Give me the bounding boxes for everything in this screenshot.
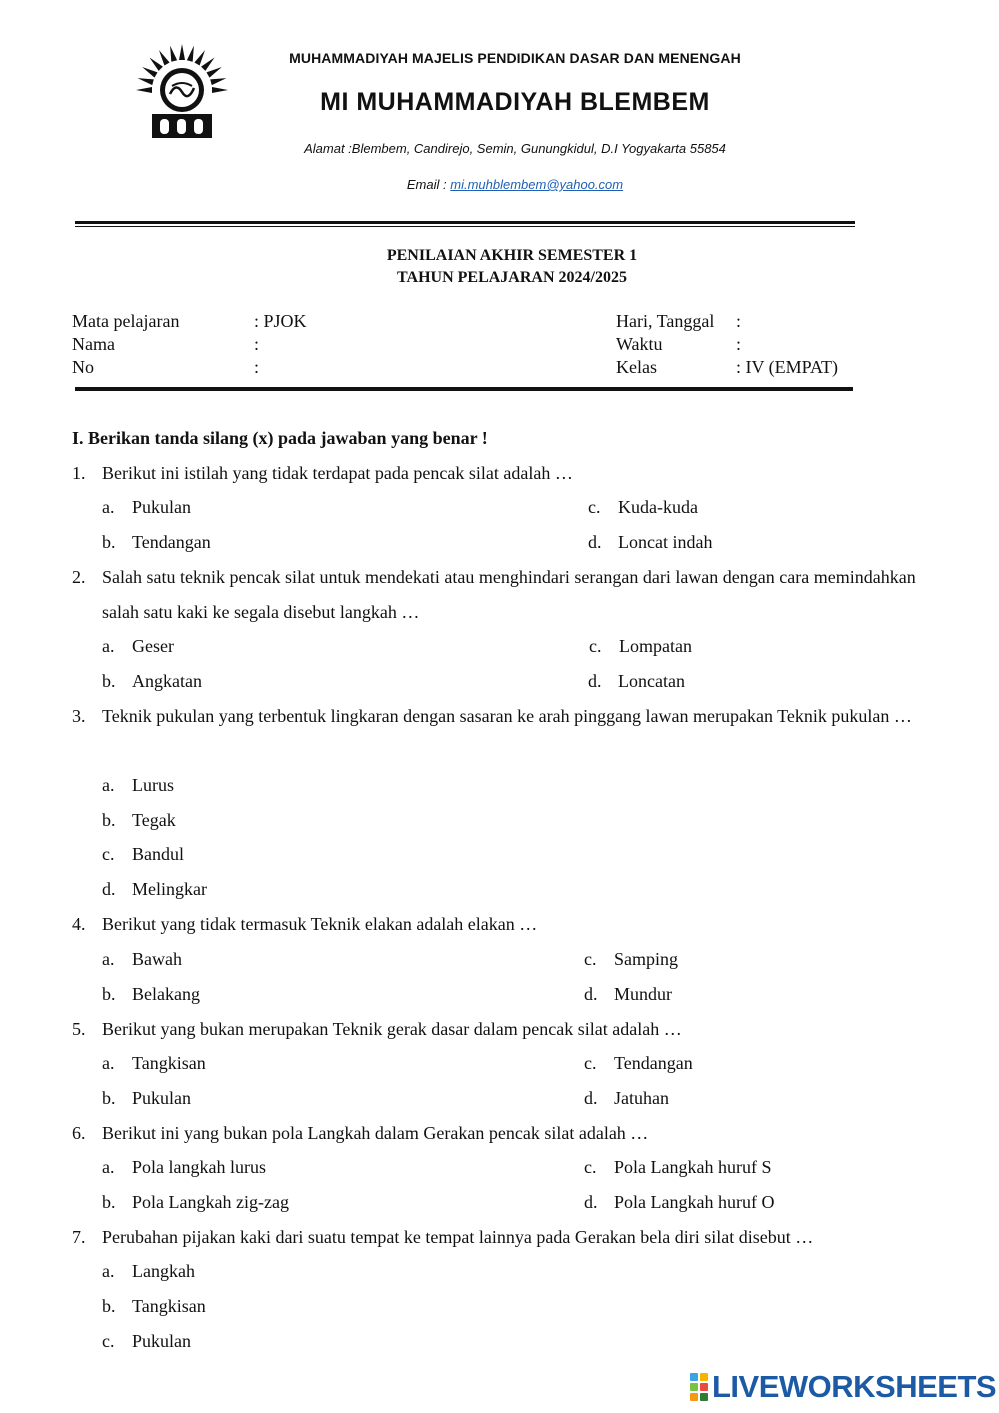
option-letter: a. [102, 497, 115, 517]
option-2d[interactable] [588, 671, 685, 692]
option-text: Samping [614, 949, 679, 969]
option-letter: c. [589, 636, 602, 656]
option-6d[interactable] [584, 1192, 774, 1213]
option-5c[interactable] [584, 1053, 693, 1074]
option-letter: d. [584, 1192, 598, 1212]
option-text: Geser [132, 636, 174, 656]
option-3d[interactable] [102, 879, 207, 900]
option-letter: c. [588, 497, 601, 517]
header-organization: MUHAMMADIYAH MAJELIS PENDIDIKAN DASAR DAN MENENGAH [289, 50, 741, 66]
subject-value: : PJOK [254, 311, 307, 331]
option-letter: b. [102, 984, 116, 1004]
option-2c[interactable] [589, 636, 692, 657]
option-text: Jatuhan [614, 1088, 669, 1108]
option-letter: d. [588, 671, 602, 691]
option-text: Pola Langkah huruf O [614, 1192, 775, 1212]
no-value: : [254, 357, 260, 377]
liveworksheets-watermark [690, 1370, 996, 1404]
option-1a[interactable] [102, 497, 191, 518]
option-2b[interactable] [102, 671, 202, 692]
option-letter: a. [102, 949, 115, 969]
option-text: Kuda-kuda [618, 497, 698, 517]
header-divider-thin [75, 226, 855, 227]
option-5b[interactable] [102, 1088, 191, 1109]
question-text: Berikut ini istilah yang tidak terdapat pada pencak silat adalah … [102, 463, 573, 483]
option-3c[interactable] [102, 844, 184, 865]
option-text: Loncat indah [618, 532, 713, 552]
option-letter: c. [584, 1053, 597, 1073]
option-4a[interactable] [102, 949, 182, 970]
exam-title: PENILAIAN AKHIR SEMESTER 1 [386, 247, 638, 264]
option-letter: c. [584, 949, 597, 969]
option-text: Lurus [132, 775, 174, 795]
option-letter: d. [102, 879, 116, 899]
option-7a[interactable] [102, 1261, 195, 1282]
option-2a[interactable] [102, 636, 174, 657]
time-value: : [736, 334, 742, 354]
option-text: Pola Langkah zig-zag [132, 1192, 289, 1212]
question-text: Berikut yang bukan merupakan Teknik gerak dasar dalam pencak silat adalah … [102, 1019, 682, 1039]
option-text: Loncatan [618, 671, 685, 691]
question-number: 4. [72, 914, 86, 934]
no-label: No [72, 357, 94, 377]
option-text: Pukulan [132, 1088, 192, 1108]
option-letter: a. [102, 775, 115, 795]
question-number: 3. [72, 706, 86, 726]
email-label: Email : [406, 177, 451, 192]
liveworksheets-text: LIVEWORKSHEETS [712, 1369, 997, 1404]
name-label: Nama [72, 334, 115, 354]
time-label: Waktu [616, 334, 663, 354]
option-text: Pukulan [132, 1331, 192, 1351]
option-text: Belakang [132, 984, 200, 1004]
question-text: Berikut ini yang bukan pola Langkah dalam Gerakan pencak silat adalah … [102, 1123, 649, 1143]
exam-year: TAHUN PELAJARAN 2024/2025 [397, 269, 627, 286]
option-text: Tendangan [614, 1053, 693, 1073]
class-value: : IV (EMPAT) [736, 357, 839, 377]
section-title: I. Berikan tanda silang (x) pada jawaban yang benar ! [72, 428, 488, 448]
question-number: 2. [72, 567, 86, 587]
option-7b[interactable] [102, 1296, 206, 1317]
school-email [230, 177, 800, 192]
school-address: Alamat :Blembem, Candirejo, Semin, Gunungkidul, D.I Yogyakarta 55854 [304, 141, 726, 156]
option-text: Lompatan [619, 636, 692, 656]
name-value: : [254, 334, 260, 354]
option-text: Tangkisan [132, 1296, 206, 1316]
option-text: Bawah [132, 949, 182, 969]
header-divider [75, 221, 855, 224]
option-letter: d. [588, 532, 602, 552]
option-letter: a. [102, 636, 115, 656]
option-1b[interactable] [102, 532, 211, 553]
school-name: MI MUHAMMADIYAH BLEMBEM [320, 88, 710, 116]
subject-label: Mata pelajaran [72, 311, 180, 331]
question-text: Berikut yang tidak termasuk Teknik elakan adalah elakan … [102, 914, 538, 934]
option-4b[interactable] [102, 984, 200, 1005]
option-letter: d. [584, 984, 598, 1004]
question-number: 5. [72, 1019, 86, 1039]
option-5d[interactable] [584, 1088, 669, 1109]
option-text: Mundur [614, 984, 672, 1004]
date-value: : [736, 311, 742, 331]
option-text: Tegak [132, 810, 176, 830]
option-text: Angkatan [132, 671, 202, 691]
question-number: 7. [72, 1227, 86, 1247]
option-letter: b. [102, 1088, 116, 1108]
question-number: 1. [72, 463, 86, 483]
liveworksheets-logo-icon [690, 1373, 708, 1401]
question-number: 6. [72, 1123, 86, 1143]
option-3a[interactable] [102, 775, 174, 796]
option-letter: b. [102, 532, 116, 552]
option-letter: b. [102, 810, 116, 830]
question-text: Perubahan pijakan kaki dari suatu tempat ke tempat lainnya pada Gerakan bela diri silat disebut … [102, 1227, 814, 1247]
question-text: Teknik pukulan yang terbentuk lingkaran dengan sasaran ke arah pinggang lawan merupakan Teknik pukulan … [102, 706, 912, 726]
date-label: Hari, Tanggal [616, 311, 715, 331]
option-1d[interactable] [588, 532, 712, 553]
option-letter: b. [102, 1192, 116, 1212]
option-5a[interactable] [102, 1053, 206, 1074]
option-letter: c. [102, 844, 115, 864]
option-4c[interactable] [584, 949, 678, 970]
option-text: Pola langkah lurus [132, 1157, 266, 1177]
option-4d[interactable] [584, 984, 672, 1005]
option-letter: a. [102, 1261, 115, 1281]
option-letter: b. [102, 671, 116, 691]
option-text: Bandul [132, 844, 184, 864]
option-text: Pola Langkah huruf S [614, 1157, 772, 1177]
info-divider [75, 387, 853, 391]
option-letter: c. [584, 1157, 597, 1177]
option-text: Melingkar [132, 879, 207, 899]
muhammadiyah-logo-icon [132, 42, 232, 142]
option-letter: a. [102, 1053, 115, 1073]
option-text: Pukulan [132, 497, 192, 517]
class-label: Kelas [616, 357, 657, 377]
email-link[interactable]: mi.muhblembem@yahoo.com [450, 177, 624, 192]
option-text: Tendangan [132, 532, 211, 552]
option-letter: c. [102, 1331, 115, 1351]
option-7c[interactable] [102, 1331, 191, 1352]
option-letter: a. [102, 1157, 115, 1177]
option-letter: d. [584, 1088, 598, 1108]
question-text: Salah satu teknik pencak silat untuk mendekati atau menghindari serangan dari lawan dengan cara memindahkan salah satu kaki ke segala disebut langkah … [102, 567, 916, 622]
option-letter: b. [102, 1296, 116, 1316]
option-text: Langkah [132, 1261, 195, 1281]
option-3b[interactable] [102, 810, 176, 831]
option-6a[interactable] [102, 1157, 266, 1178]
option-6b[interactable] [102, 1192, 289, 1213]
option-6c[interactable] [584, 1157, 771, 1178]
option-text: Tangkisan [132, 1053, 206, 1073]
option-1c[interactable] [588, 497, 698, 518]
